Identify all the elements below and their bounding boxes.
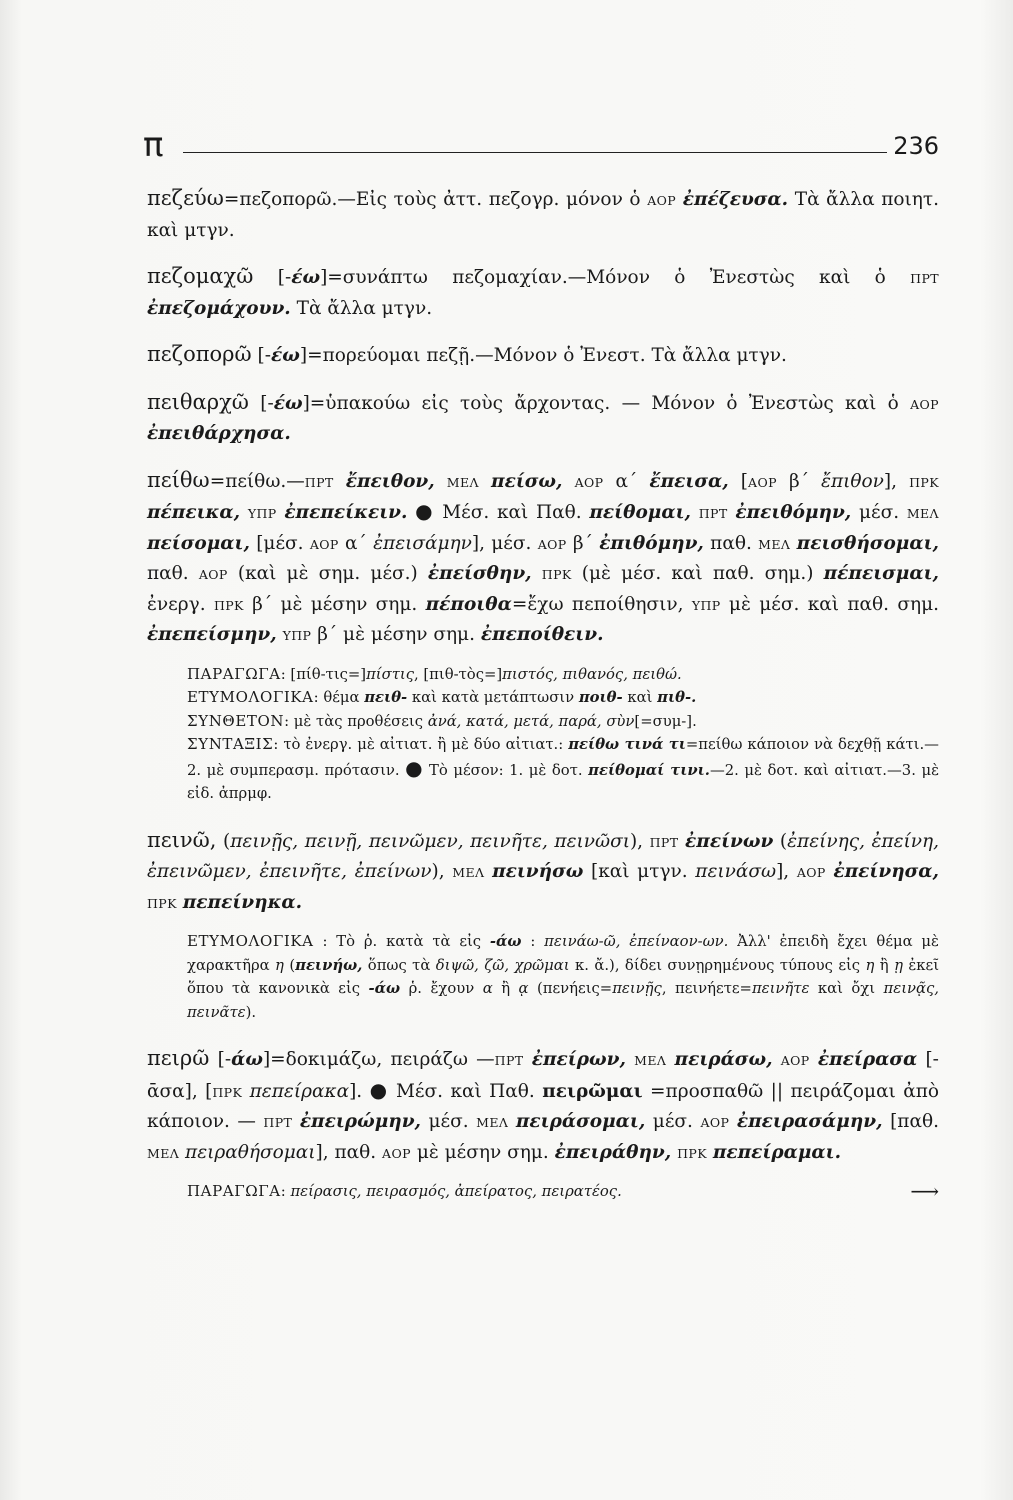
note-paragoga: ΠΑΡΑΓΩΓΑ: [πίθ-τις=]πίστις, [πιθ-τὸς=]πιστός, πιθανός, πειθώ. — [187, 664, 682, 683]
note-syntaxis: ΣΥΝΤΑΞΙΣ: τὸ ἐνεργ. μὲ αἰτιατ. ἢ μὲ δύο αἰτιατ.: πείθω τινά τι=πείθω κάποιον νὰ δεχθῇ κάτι.—2. μὲ συμπερασμ. πρότασιν. ● Τὸ μέσον: 1. μὲ δοτ. πείθομαί τινι.—2. μὲ δοτ. καὶ αἰτιατ.—3. μὲ εἰδ. ἀπρμφ. — [187, 735, 940, 802]
note-etymologika: ΕΤΥΜΟΛΟΓΙΚΑ: θέμα πειθ- καὶ κατὰ μετάπτωσιν ποιθ- καὶ πιθ-. — [187, 688, 697, 706]
entry-pezoporo: πεζοπορῶ [-έω]=πορεύομαι πεζῇ.—Μόνον ὁ Ἐνεστ. Τὰ ἄλλα μτγν. — [147, 342, 787, 366]
peiro-notes — [147, 1180, 939, 1204]
entry-pezomacho: πεζομαχῶ [-έω]=συνάπτω πεζομαχίαν.—Μόνον ὁ Ἐνεστὼς καὶ ὁ ΠΡΤ ἐπεζομάχουν. Τὰ ἄλλα μτγν. — [147, 264, 939, 319]
entry-peiro: πειρῶ [-άω]=δοκιμάζω, πειράζω —ΠΡΤ ἐπείρων, ΜΕΛ πειράσω, ΑΟΡ ἐπείρασα [-ᾱσα], [ΠΡΚ πεπείρακα]. ● Μέσ. καὶ Παθ. πειρῶμαι =προσπαθῶ || πειράζομαι ἀπὸ κάποιον. — ΠΡΤ ἐπειρώμην, μέσ. ΜΕΛ πειράσομαι, μέσ. ΑΟΡ ἐπειρασάμην, [παθ. ΜΕΛ πειραθήσομαι], παθ. ΑΟΡ μὲ μέσην σημ. ἐπειράθην, ΠΡΚ πεπείραμαι. — [147, 1046, 940, 1163]
note-paragoga-text: ΠΑΡΑΓΩΓΑ: πείρασις, πειρασμός, ἀπείρατος, πειρατέος. — [187, 1182, 622, 1200]
page-number: 236 — [893, 132, 939, 160]
entry-peitharcho: πειθαρχῶ [-έω]=ὑπακούω εἰς τοὺς ἄρχοντας. — Μόνον ὁ Ἐνεστὼς καὶ ὁ ΑΟΡ ἐπειθάρχησα. — [147, 389, 939, 444]
section-letter: π — [143, 125, 164, 165]
continue-arrow-icon: ⟶ — [910, 1179, 939, 1203]
note-etymologika: ΕΤΥΜΟΛΟΓΙΚΑ : Τὸ ῥ. κατὰ τὰ εἰς -άω : πεινάω-ῶ, ἐπείναον-ων. Ἀλλ' ἐπειδὴ ἔχει θέμα μὲ χαρακτῆρα η (πεινήω, ὅπως τὰ διψῶ, ζῶ, χρῶμαι κ. ἄ.), δίδει συνῃρημένους τύπους εἰς η ἢ ῃ ἐκεῖ ὅπου τὰ κανονικὰ εἰς -άω ῥ. ἔχουν α ἢ ᾳ (πενήεις=πεινῇς, πεινήετε=πεινῆτε καὶ ὄχι πεινᾷς, πεινᾶτε). — [187, 932, 939, 1021]
page-header — [143, 125, 939, 168]
note-syntheton: ΣΥΝΘΕΤΟΝ: μὲ τὰς προθέσεις ἀνά, κατά, μετά, παρά, σὺν[=συμ-]. — [187, 711, 697, 730]
peitho-notes — [147, 663, 939, 806]
entry-peitho: πείθω=πείθω.—ΠΡΤ ἔπειθον, ΜΕΛ πείσω, ΑΟΡ α΄ ἔπεισα, [ΑΟΡ β΄ ἔπιθον], ΠΡΚ πέπεικα, ΥΠΡ ἐπεπείκειν. ● Μέσ. καὶ Παθ. πείθομαι, ΠΡΤ ἐπειθόμην, μέσ. ΜΕΛ πείσομαι, [μέσ. ΑΟΡ α΄ ἐπεισάμην], μέσ. ΑΟΡ β΄ ἐπιθόμην, παθ. ΜΕΛ πεισθήσομαι, παθ. ΑΟΡ (καὶ μὲ σημ. μέσ.) ἐπείσθην, ΠΡΚ (μὲ μέσ. καὶ παθ. σημ.) πέπεισμαι, ἐνεργ. ΠΡΚ β΄ μὲ μέσην σημ. πέποιθα=ἔχω πεποίθησιν, ΥΠΡ μὲ μέσ. καὶ παθ. σημ. ἐπεπείσμην, ΥΠΡ β΄ μὲ μέσην σημ. ἐπεποίθειν. — [147, 467, 940, 645]
note-paragoga — [187, 1180, 939, 1204]
header-rule — [183, 152, 887, 153]
peino-notes — [147, 930, 939, 1024]
entry-pezeyo: πεζεύω=πεζοπορῶ.—Εἰς τοὺς ἀττ. πεζογρ. μόνον ὁ ΑΟΡ ἐπέζευσα. Τὰ ἄλλα ποιητ. καὶ μτγν. — [147, 186, 939, 241]
entry-peino: πεινῶ, (πεινῇς, πεινῇ, πεινῶμεν, πεινῆτε, πεινῶσι), ΠΡΤ ἐπείνων (ἐπείνης, ἐπείνη, ἐπεινῶμεν, ἐπεινῆτε, ἐπείνων), ΜΕΛ πεινήσω [καὶ μτγν. πεινάσω], ΑΟΡ ἐπείνησα, ΠΡΚ πεπείνηκα. — [147, 827, 939, 913]
dictionary-body — [147, 184, 939, 1224]
